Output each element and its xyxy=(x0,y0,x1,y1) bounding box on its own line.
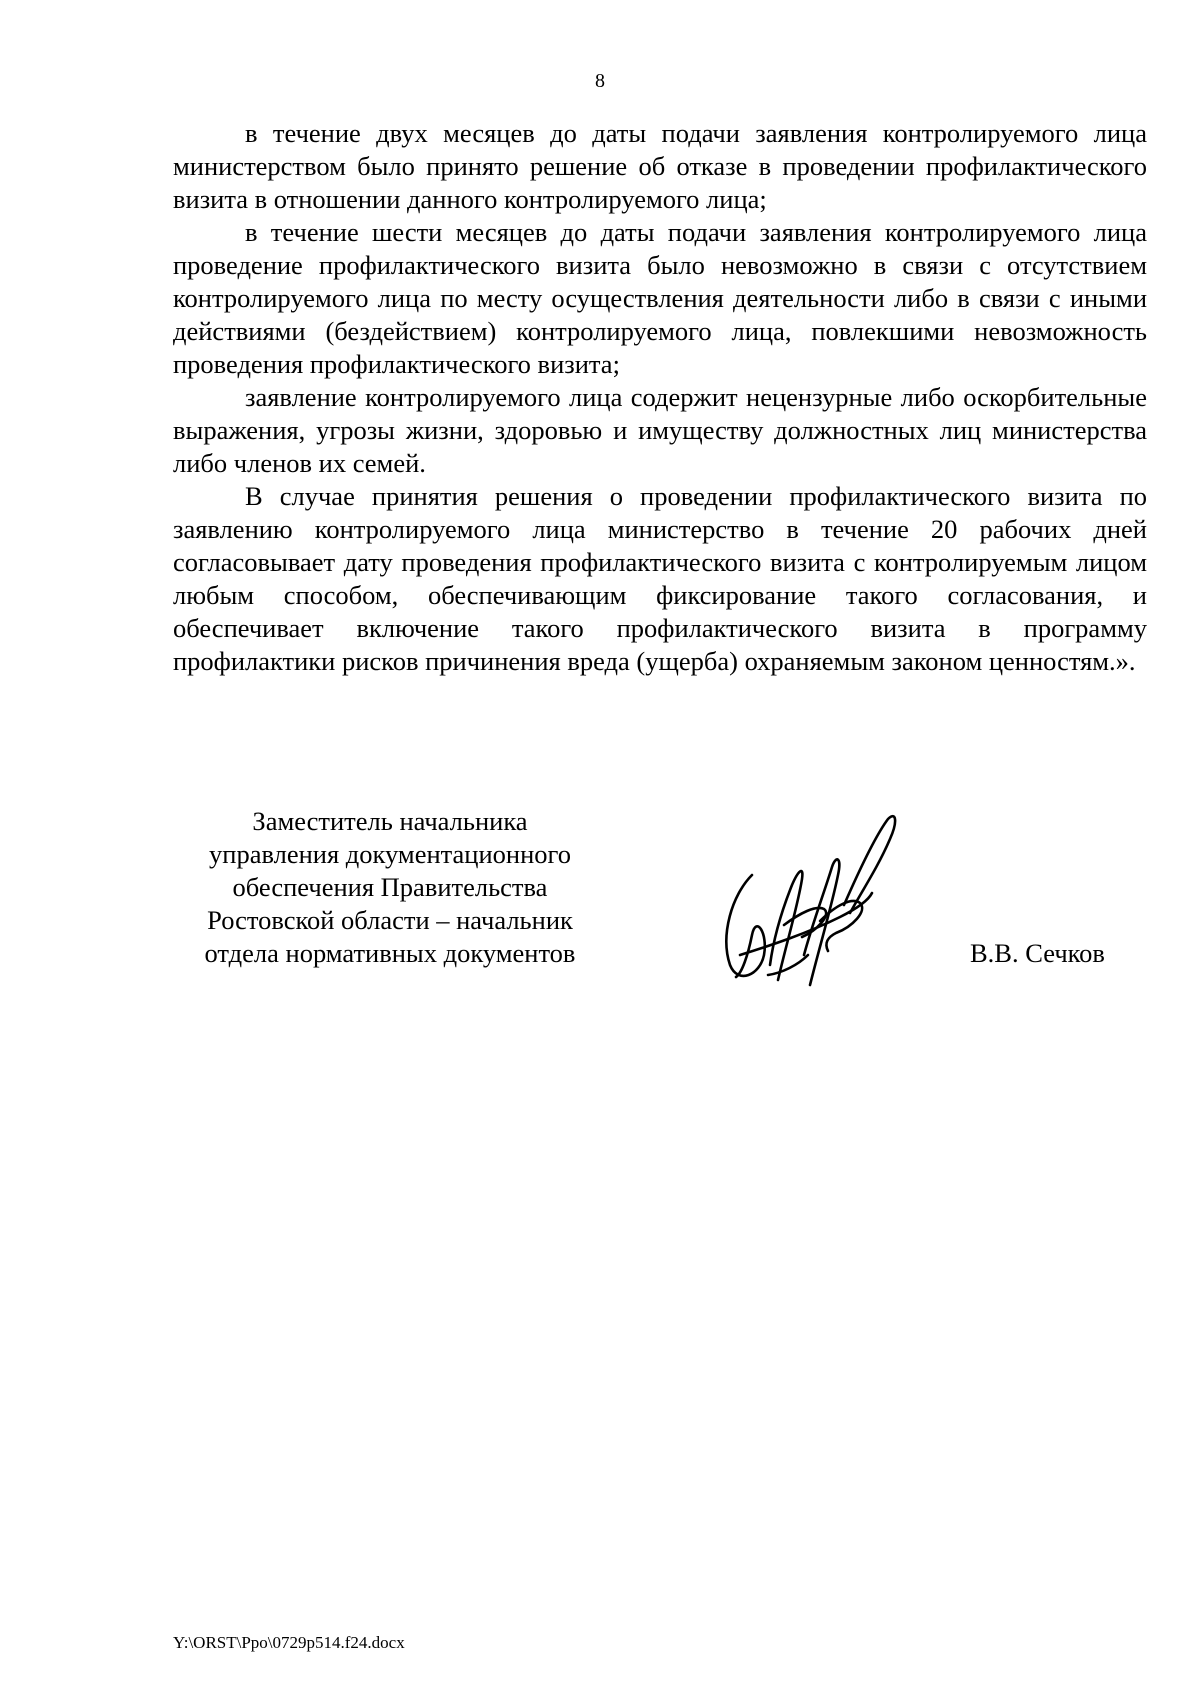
handwritten-signature-icon xyxy=(712,805,902,990)
paragraph: в течение двух месяцев до даты подачи заявления контролируемого лица министерством было принято решение об отказе в проведении профилактического визита в отношении данного контролируемого лица; xyxy=(173,118,1147,214)
position-line: Ростовской области – начальник xyxy=(207,905,573,935)
paragraph: В случае принятия решения о проведении профилактического визита по заявлению контролируемого лица министерство в течение 20 рабочих дней согласовывает дату проведения профилактического визита с контролируемым лицом любым способом, обеспечивающим фиксирование такого согласования, и обеспечивает включение такого профилактического визита в программу профилактики рисков причинения вреда (ущерба) охраняемым законом ценностям.». xyxy=(173,481,1147,676)
signer-name: В.В. Сечков xyxy=(970,938,1105,968)
position-line: обеспечения Правительства xyxy=(232,872,548,902)
paragraph: заявление контролируемого лица содержит нецензурные либо оскорбительные выражения, угрозы жизни, здоровью и имуществу должностных лиц министерства либо членов их семей. xyxy=(173,382,1147,478)
signatory-position xyxy=(170,805,610,970)
document-body xyxy=(173,117,1147,678)
page-number: 8 xyxy=(595,70,605,92)
position-line: отдела нормативных документов xyxy=(204,938,576,968)
paragraph: в течение шести месяцев до даты подачи заявления контролируемого лица проведение профилактического визита было невозможно в связи с отсутствием контролируемого лица по месту осуществления деятельности либо в связи с иными действиями (бездействием) контролируемого лица, повлекшими невозможность проведения профилактического визита; xyxy=(173,217,1147,379)
footer-file-path: Y:\ORST\Ppo\0729p514.f24.docx xyxy=(173,1633,405,1652)
position-line: Заместитель начальника xyxy=(252,806,528,836)
position-line: управления документационного xyxy=(209,839,571,869)
